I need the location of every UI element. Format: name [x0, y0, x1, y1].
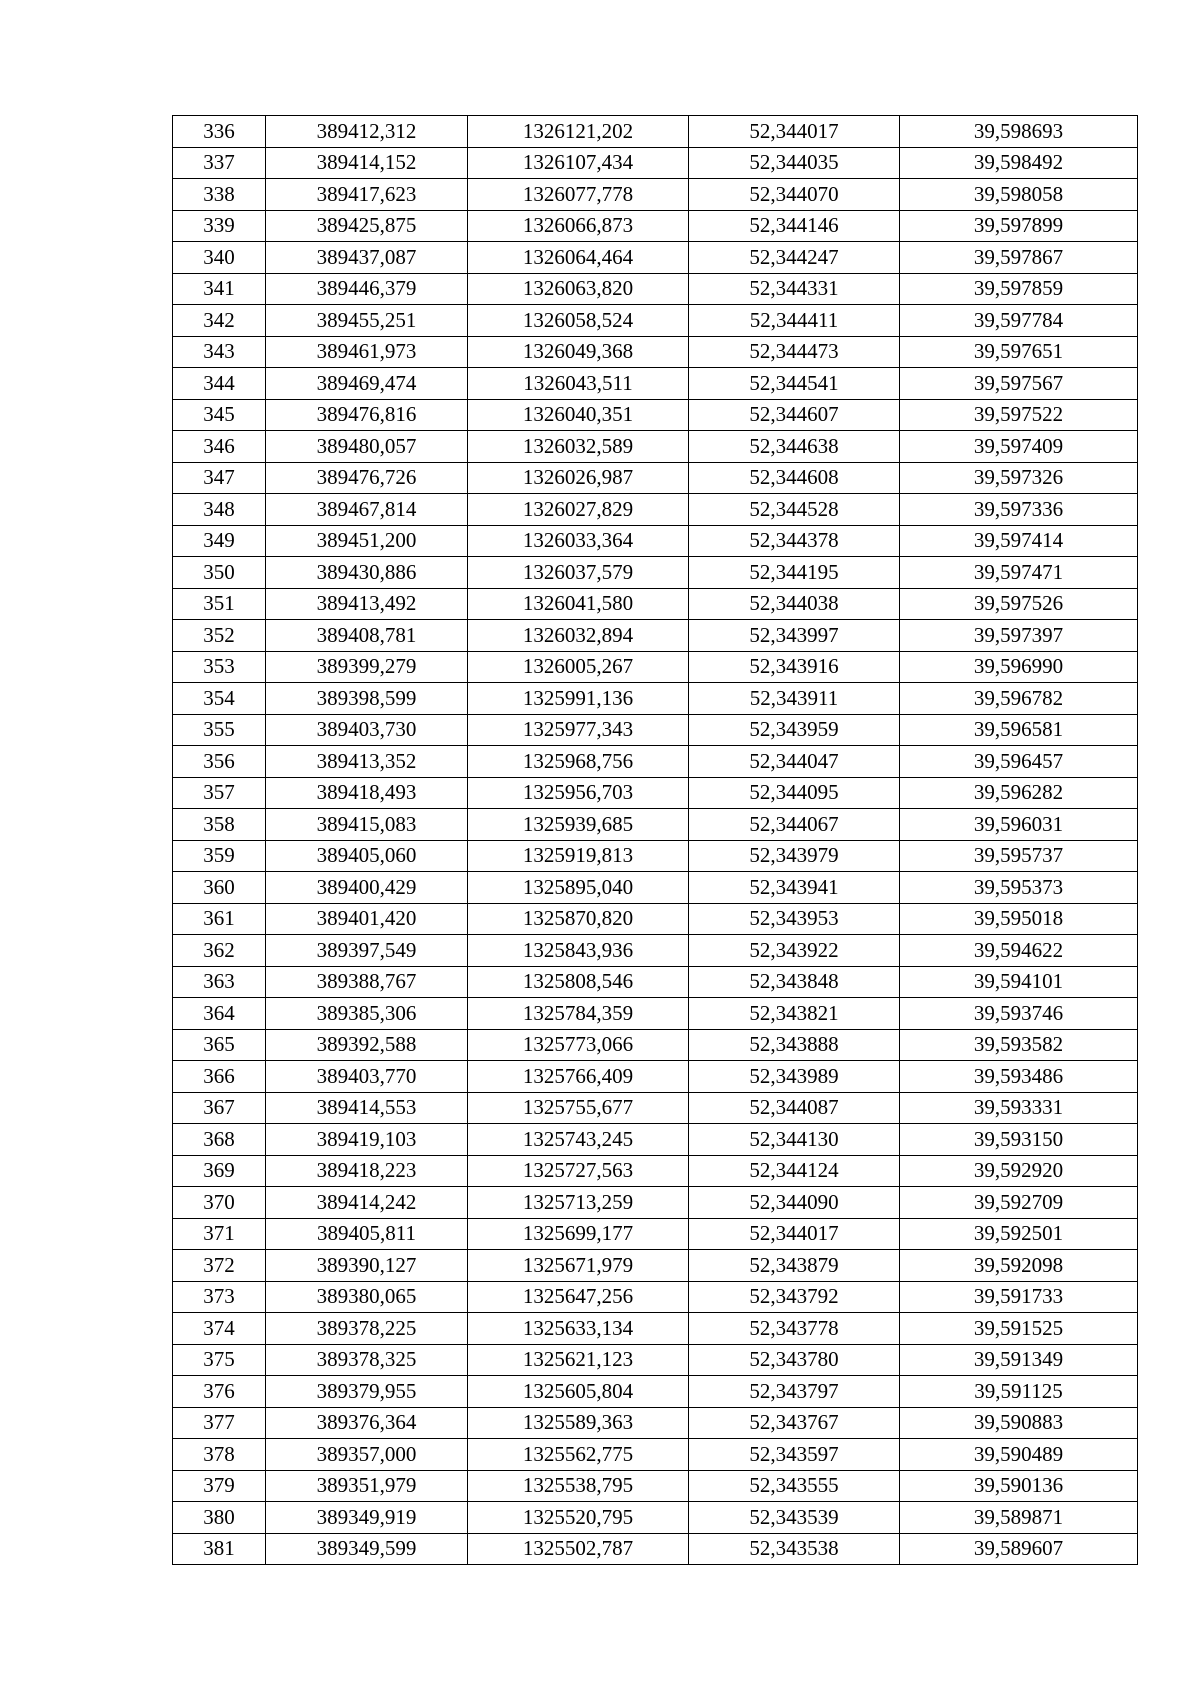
y-coordinate-cell: 1326033,364 — [468, 525, 689, 557]
table-row — [173, 305, 1138, 337]
longitude-cell: 39,591125 — [900, 1376, 1138, 1408]
x-coordinate-cell: 389388,767 — [266, 966, 468, 998]
point-number-cell: 369 — [173, 1155, 266, 1187]
x-coordinate-cell: 389476,726 — [266, 462, 468, 494]
latitude-cell: 52,343989 — [689, 1061, 900, 1093]
x-coordinate-cell: 389414,553 — [266, 1092, 468, 1124]
table-row — [173, 840, 1138, 872]
point-number-cell: 378 — [173, 1439, 266, 1471]
point-number-cell: 350 — [173, 557, 266, 589]
latitude-cell: 52,344095 — [689, 777, 900, 809]
point-number-cell: 361 — [173, 903, 266, 935]
latitude-cell: 52,343555 — [689, 1470, 900, 1502]
longitude-cell: 39,589871 — [900, 1502, 1138, 1534]
latitude-cell: 52,344411 — [689, 305, 900, 337]
x-coordinate-cell: 389480,057 — [266, 431, 468, 463]
y-coordinate-cell: 1325956,703 — [468, 777, 689, 809]
y-coordinate-cell: 1325538,795 — [468, 1470, 689, 1502]
point-number-cell: 371 — [173, 1218, 266, 1250]
x-coordinate-cell: 389376,364 — [266, 1407, 468, 1439]
point-number-cell: 351 — [173, 588, 266, 620]
x-coordinate-cell: 389418,223 — [266, 1155, 468, 1187]
latitude-cell: 52,343916 — [689, 651, 900, 683]
point-number-cell: 339 — [173, 210, 266, 242]
y-coordinate-cell: 1325671,979 — [468, 1250, 689, 1282]
table-row — [173, 336, 1138, 368]
table-row — [173, 872, 1138, 904]
point-number-cell: 343 — [173, 336, 266, 368]
x-coordinate-cell: 389357,000 — [266, 1439, 468, 1471]
longitude-cell: 39,593582 — [900, 1029, 1138, 1061]
y-coordinate-cell: 1326064,464 — [468, 242, 689, 274]
y-coordinate-cell: 1325605,804 — [468, 1376, 689, 1408]
x-coordinate-cell: 389419,103 — [266, 1124, 468, 1156]
longitude-cell: 39,589607 — [900, 1533, 1138, 1565]
table-row — [173, 1281, 1138, 1313]
y-coordinate-cell: 1326107,434 — [468, 147, 689, 179]
x-coordinate-cell: 389455,251 — [266, 305, 468, 337]
latitude-cell: 52,344195 — [689, 557, 900, 589]
longitude-cell: 39,591525 — [900, 1313, 1138, 1345]
x-coordinate-cell: 389437,087 — [266, 242, 468, 274]
point-number-cell: 359 — [173, 840, 266, 872]
table-row — [173, 431, 1138, 463]
y-coordinate-cell: 1325784,359 — [468, 998, 689, 1030]
longitude-cell: 39,596457 — [900, 746, 1138, 778]
table-row — [173, 998, 1138, 1030]
longitude-cell: 39,593331 — [900, 1092, 1138, 1124]
point-number-cell: 373 — [173, 1281, 266, 1313]
point-number-cell: 346 — [173, 431, 266, 463]
y-coordinate-cell: 1325773,066 — [468, 1029, 689, 1061]
latitude-cell: 52,343597 — [689, 1439, 900, 1471]
latitude-cell: 52,343792 — [689, 1281, 900, 1313]
point-number-cell: 381 — [173, 1533, 266, 1565]
point-number-cell: 348 — [173, 494, 266, 526]
table-row — [173, 1407, 1138, 1439]
latitude-cell: 52,343848 — [689, 966, 900, 998]
table-row — [173, 399, 1138, 431]
y-coordinate-cell: 1325977,343 — [468, 714, 689, 746]
x-coordinate-cell: 389413,492 — [266, 588, 468, 620]
x-coordinate-cell: 389380,065 — [266, 1281, 468, 1313]
longitude-cell: 39,595018 — [900, 903, 1138, 935]
y-coordinate-cell: 1326026,987 — [468, 462, 689, 494]
point-number-cell: 365 — [173, 1029, 266, 1061]
table-row — [173, 210, 1138, 242]
x-coordinate-cell: 389390,127 — [266, 1250, 468, 1282]
longitude-cell: 39,598693 — [900, 116, 1138, 148]
longitude-cell: 39,595737 — [900, 840, 1138, 872]
point-number-cell: 380 — [173, 1502, 266, 1534]
point-number-cell: 338 — [173, 179, 266, 211]
y-coordinate-cell: 1325743,245 — [468, 1124, 689, 1156]
x-coordinate-cell: 389378,225 — [266, 1313, 468, 1345]
x-coordinate-cell: 389425,875 — [266, 210, 468, 242]
latitude-cell: 52,343888 — [689, 1029, 900, 1061]
point-number-cell: 374 — [173, 1313, 266, 1345]
table-row — [173, 147, 1138, 179]
point-number-cell: 355 — [173, 714, 266, 746]
y-coordinate-cell: 1325843,936 — [468, 935, 689, 967]
y-coordinate-cell: 1325808,546 — [468, 966, 689, 998]
latitude-cell: 52,343778 — [689, 1313, 900, 1345]
longitude-cell: 39,592501 — [900, 1218, 1138, 1250]
point-number-cell: 364 — [173, 998, 266, 1030]
table-row — [173, 1344, 1138, 1376]
y-coordinate-cell: 1326043,511 — [468, 368, 689, 400]
y-coordinate-cell: 1326121,202 — [468, 116, 689, 148]
latitude-cell: 52,344146 — [689, 210, 900, 242]
latitude-cell: 52,343767 — [689, 1407, 900, 1439]
latitude-cell: 52,344638 — [689, 431, 900, 463]
latitude-cell: 52,344607 — [689, 399, 900, 431]
longitude-cell: 39,597326 — [900, 462, 1138, 494]
y-coordinate-cell: 1326049,368 — [468, 336, 689, 368]
table-row — [173, 494, 1138, 526]
longitude-cell: 39,596282 — [900, 777, 1138, 809]
y-coordinate-cell: 1326027,829 — [468, 494, 689, 526]
y-coordinate-cell: 1325713,259 — [468, 1187, 689, 1219]
latitude-cell: 52,343911 — [689, 683, 900, 715]
y-coordinate-cell: 1326005,267 — [468, 651, 689, 683]
table-row — [173, 1376, 1138, 1408]
table-row — [173, 525, 1138, 557]
longitude-cell: 39,597651 — [900, 336, 1138, 368]
longitude-cell: 39,596990 — [900, 651, 1138, 683]
longitude-cell: 39,596031 — [900, 809, 1138, 841]
table-row — [173, 1061, 1138, 1093]
longitude-cell: 39,593150 — [900, 1124, 1138, 1156]
table-row — [173, 1218, 1138, 1250]
y-coordinate-cell: 1325727,563 — [468, 1155, 689, 1187]
x-coordinate-cell: 389398,599 — [266, 683, 468, 715]
latitude-cell: 52,344124 — [689, 1155, 900, 1187]
point-number-cell: 372 — [173, 1250, 266, 1282]
table-row — [173, 1470, 1138, 1502]
y-coordinate-cell: 1325968,756 — [468, 746, 689, 778]
longitude-cell: 39,597409 — [900, 431, 1138, 463]
longitude-cell: 39,597899 — [900, 210, 1138, 242]
table-row — [173, 1092, 1138, 1124]
table-row — [173, 1439, 1138, 1471]
table-row — [173, 588, 1138, 620]
longitude-cell: 39,591733 — [900, 1281, 1138, 1313]
point-number-cell: 340 — [173, 242, 266, 274]
point-number-cell: 342 — [173, 305, 266, 337]
latitude-cell: 52,343539 — [689, 1502, 900, 1534]
point-number-cell: 337 — [173, 147, 266, 179]
longitude-cell: 39,597567 — [900, 368, 1138, 400]
coordinates-table-body — [173, 116, 1138, 1565]
table-row — [173, 1187, 1138, 1219]
longitude-cell: 39,596581 — [900, 714, 1138, 746]
longitude-cell: 39,598058 — [900, 179, 1138, 211]
table-row — [173, 1124, 1138, 1156]
x-coordinate-cell: 389418,493 — [266, 777, 468, 809]
longitude-cell: 39,596782 — [900, 683, 1138, 715]
latitude-cell: 52,343780 — [689, 1344, 900, 1376]
latitude-cell: 52,344087 — [689, 1092, 900, 1124]
point-number-cell: 353 — [173, 651, 266, 683]
y-coordinate-cell: 1325870,820 — [468, 903, 689, 935]
table-row — [173, 777, 1138, 809]
latitude-cell: 52,344528 — [689, 494, 900, 526]
point-number-cell: 362 — [173, 935, 266, 967]
x-coordinate-cell: 389405,811 — [266, 1218, 468, 1250]
y-coordinate-cell: 1325562,775 — [468, 1439, 689, 1471]
longitude-cell: 39,597867 — [900, 242, 1138, 274]
point-number-cell: 349 — [173, 525, 266, 557]
y-coordinate-cell: 1326041,580 — [468, 588, 689, 620]
y-coordinate-cell: 1326037,579 — [468, 557, 689, 589]
latitude-cell: 52,344017 — [689, 1218, 900, 1250]
table-row — [173, 368, 1138, 400]
x-coordinate-cell: 389399,279 — [266, 651, 468, 683]
point-number-cell: 375 — [173, 1344, 266, 1376]
coordinates-table — [172, 115, 1138, 1565]
table-row — [173, 651, 1138, 683]
latitude-cell: 52,343538 — [689, 1533, 900, 1565]
latitude-cell: 52,343953 — [689, 903, 900, 935]
y-coordinate-cell: 1325991,136 — [468, 683, 689, 715]
x-coordinate-cell: 389403,730 — [266, 714, 468, 746]
table-row — [173, 179, 1138, 211]
latitude-cell: 52,343922 — [689, 935, 900, 967]
x-coordinate-cell: 389413,352 — [266, 746, 468, 778]
table-row — [173, 1155, 1138, 1187]
y-coordinate-cell: 1326058,524 — [468, 305, 689, 337]
latitude-cell: 52,344047 — [689, 746, 900, 778]
y-coordinate-cell: 1325502,787 — [468, 1533, 689, 1565]
longitude-cell: 39,590136 — [900, 1470, 1138, 1502]
x-coordinate-cell: 389414,152 — [266, 147, 468, 179]
table-row — [173, 242, 1138, 274]
latitude-cell: 52,344608 — [689, 462, 900, 494]
x-coordinate-cell: 389378,325 — [266, 1344, 468, 1376]
latitude-cell: 52,343821 — [689, 998, 900, 1030]
longitude-cell: 39,592709 — [900, 1187, 1138, 1219]
latitude-cell: 52,343941 — [689, 872, 900, 904]
x-coordinate-cell: 389379,955 — [266, 1376, 468, 1408]
y-coordinate-cell: 1325589,363 — [468, 1407, 689, 1439]
longitude-cell: 39,593746 — [900, 998, 1138, 1030]
point-number-cell: 367 — [173, 1092, 266, 1124]
point-number-cell: 356 — [173, 746, 266, 778]
y-coordinate-cell: 1325647,256 — [468, 1281, 689, 1313]
latitude-cell: 52,344038 — [689, 588, 900, 620]
x-coordinate-cell: 389414,242 — [266, 1187, 468, 1219]
latitude-cell: 52,343879 — [689, 1250, 900, 1282]
y-coordinate-cell: 1326032,589 — [468, 431, 689, 463]
x-coordinate-cell: 389408,781 — [266, 620, 468, 652]
y-coordinate-cell: 1326063,820 — [468, 273, 689, 305]
latitude-cell: 52,344017 — [689, 116, 900, 148]
x-coordinate-cell: 389461,973 — [266, 336, 468, 368]
table-row — [173, 1313, 1138, 1345]
table-row — [173, 683, 1138, 715]
table-row — [173, 1250, 1138, 1282]
y-coordinate-cell: 1326040,351 — [468, 399, 689, 431]
point-number-cell: 345 — [173, 399, 266, 431]
table-row — [173, 116, 1138, 148]
point-number-cell: 347 — [173, 462, 266, 494]
y-coordinate-cell: 1325520,795 — [468, 1502, 689, 1534]
x-coordinate-cell: 389349,919 — [266, 1502, 468, 1534]
latitude-cell: 52,343797 — [689, 1376, 900, 1408]
latitude-cell: 52,344090 — [689, 1187, 900, 1219]
x-coordinate-cell: 389476,816 — [266, 399, 468, 431]
point-number-cell: 341 — [173, 273, 266, 305]
y-coordinate-cell: 1326077,778 — [468, 179, 689, 211]
longitude-cell: 39,597336 — [900, 494, 1138, 526]
x-coordinate-cell: 389397,549 — [266, 935, 468, 967]
x-coordinate-cell: 389412,312 — [266, 116, 468, 148]
longitude-cell: 39,597784 — [900, 305, 1138, 337]
y-coordinate-cell: 1325699,177 — [468, 1218, 689, 1250]
point-number-cell: 366 — [173, 1061, 266, 1093]
table-row — [173, 462, 1138, 494]
point-number-cell: 352 — [173, 620, 266, 652]
longitude-cell: 39,597526 — [900, 588, 1138, 620]
x-coordinate-cell: 389392,588 — [266, 1029, 468, 1061]
longitude-cell: 39,594622 — [900, 935, 1138, 967]
y-coordinate-cell: 1325919,813 — [468, 840, 689, 872]
longitude-cell: 39,597397 — [900, 620, 1138, 652]
y-coordinate-cell: 1325621,123 — [468, 1344, 689, 1376]
table-row — [173, 746, 1138, 778]
x-coordinate-cell: 389467,814 — [266, 494, 468, 526]
latitude-cell: 52,344067 — [689, 809, 900, 841]
table-row — [173, 557, 1138, 589]
x-coordinate-cell: 389430,886 — [266, 557, 468, 589]
point-number-cell: 357 — [173, 777, 266, 809]
x-coordinate-cell: 389401,420 — [266, 903, 468, 935]
latitude-cell: 52,344130 — [689, 1124, 900, 1156]
y-coordinate-cell: 1325633,134 — [468, 1313, 689, 1345]
latitude-cell: 52,344331 — [689, 273, 900, 305]
longitude-cell: 39,597471 — [900, 557, 1138, 589]
latitude-cell: 52,344541 — [689, 368, 900, 400]
point-number-cell: 376 — [173, 1376, 266, 1408]
table-row — [173, 714, 1138, 746]
longitude-cell: 39,590489 — [900, 1439, 1138, 1471]
latitude-cell: 52,344070 — [689, 179, 900, 211]
x-coordinate-cell: 389385,306 — [266, 998, 468, 1030]
point-number-cell: 379 — [173, 1470, 266, 1502]
table-row — [173, 273, 1138, 305]
x-coordinate-cell: 389469,474 — [266, 368, 468, 400]
longitude-cell: 39,598492 — [900, 147, 1138, 179]
point-number-cell: 344 — [173, 368, 266, 400]
longitude-cell: 39,594101 — [900, 966, 1138, 998]
latitude-cell: 52,344473 — [689, 336, 900, 368]
longitude-cell: 39,590883 — [900, 1407, 1138, 1439]
y-coordinate-cell: 1325895,040 — [468, 872, 689, 904]
x-coordinate-cell: 389403,770 — [266, 1061, 468, 1093]
x-coordinate-cell: 389349,599 — [266, 1533, 468, 1565]
point-number-cell: 336 — [173, 116, 266, 148]
latitude-cell: 52,344035 — [689, 147, 900, 179]
table-row — [173, 903, 1138, 935]
latitude-cell: 52,344247 — [689, 242, 900, 274]
x-coordinate-cell: 389400,429 — [266, 872, 468, 904]
latitude-cell: 52,344378 — [689, 525, 900, 557]
x-coordinate-cell: 389451,200 — [266, 525, 468, 557]
x-coordinate-cell: 389351,979 — [266, 1470, 468, 1502]
table-row — [173, 620, 1138, 652]
latitude-cell: 52,343979 — [689, 840, 900, 872]
y-coordinate-cell: 1326066,873 — [468, 210, 689, 242]
y-coordinate-cell: 1325755,677 — [468, 1092, 689, 1124]
point-number-cell: 363 — [173, 966, 266, 998]
longitude-cell: 39,597859 — [900, 273, 1138, 305]
longitude-cell: 39,592098 — [900, 1250, 1138, 1282]
y-coordinate-cell: 1326032,894 — [468, 620, 689, 652]
table-row — [173, 1029, 1138, 1061]
point-number-cell: 377 — [173, 1407, 266, 1439]
y-coordinate-cell: 1325766,409 — [468, 1061, 689, 1093]
table-row — [173, 966, 1138, 998]
table-row — [173, 809, 1138, 841]
table-row — [173, 1502, 1138, 1534]
point-number-cell: 354 — [173, 683, 266, 715]
longitude-cell: 39,597522 — [900, 399, 1138, 431]
point-number-cell: 360 — [173, 872, 266, 904]
x-coordinate-cell: 389405,060 — [266, 840, 468, 872]
longitude-cell: 39,595373 — [900, 872, 1138, 904]
point-number-cell: 368 — [173, 1124, 266, 1156]
x-coordinate-cell: 389415,083 — [266, 809, 468, 841]
longitude-cell: 39,597414 — [900, 525, 1138, 557]
longitude-cell: 39,593486 — [900, 1061, 1138, 1093]
longitude-cell: 39,592920 — [900, 1155, 1138, 1187]
longitude-cell: 39,591349 — [900, 1344, 1138, 1376]
x-coordinate-cell: 389446,379 — [266, 273, 468, 305]
latitude-cell: 52,343997 — [689, 620, 900, 652]
x-coordinate-cell: 389417,623 — [266, 179, 468, 211]
table-row — [173, 1533, 1138, 1565]
point-number-cell: 370 — [173, 1187, 266, 1219]
latitude-cell: 52,343959 — [689, 714, 900, 746]
table-row — [173, 935, 1138, 967]
y-coordinate-cell: 1325939,685 — [468, 809, 689, 841]
point-number-cell: 358 — [173, 809, 266, 841]
